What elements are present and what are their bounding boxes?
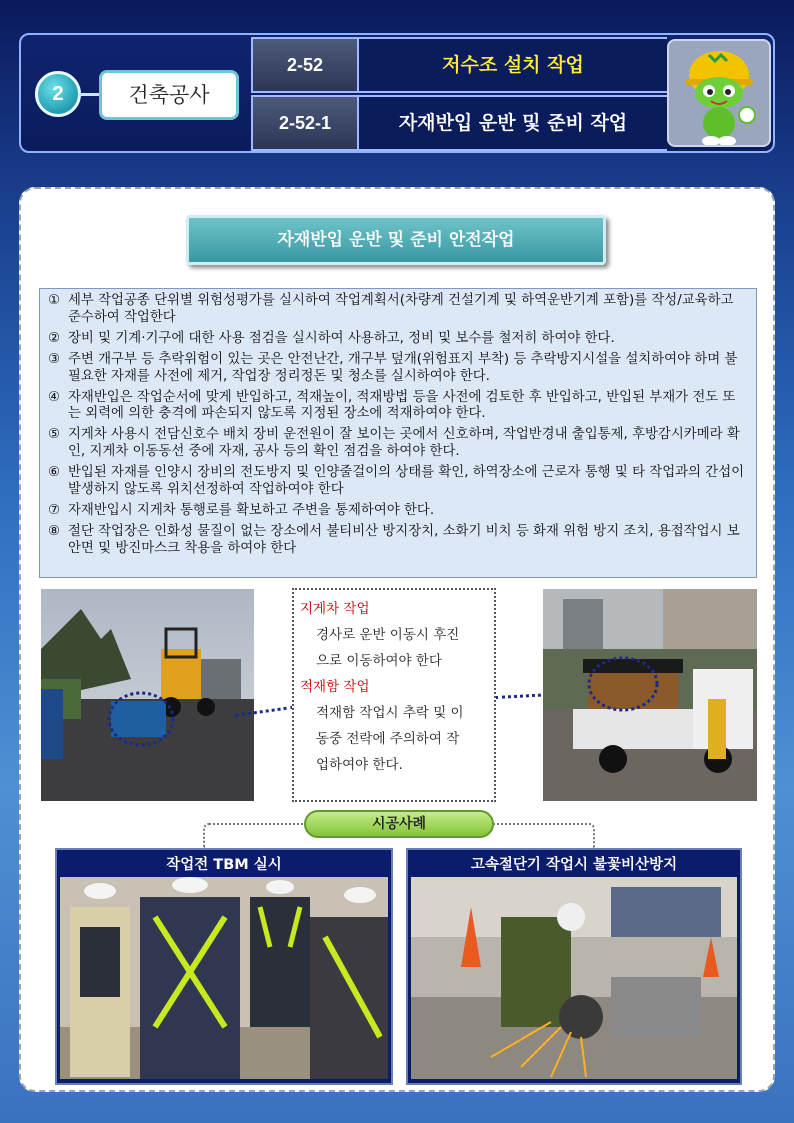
case-right-frame <box>406 848 742 1085</box>
code-main: 2-52 <box>251 37 359 93</box>
rule-item <box>48 390 746 424</box>
case-left-frame <box>55 848 393 1085</box>
case-label: 시공사례 <box>304 810 494 838</box>
rule-text: 자재반입은 작업순서에 맞게 반입하고, 적재높이, 적재방법 등을 사전에 검토한 후 반입하고, 반입된 부재가 전도 또는 외력에 의한 충격에 파손되지 않도록 지정된 장소에 적재하여야 한다. <box>68 389 736 422</box>
rule-item <box>48 465 746 499</box>
rule-item <box>48 503 746 520</box>
rule-text: 세부 작업공종 단위별 위험성평가를 실시하여 작업계획서(차량계 건설기계 및 하역운반기계 포함)를 작성/교육하고 준수하여 작업한다 <box>68 293 734 325</box>
rule-text: 장비 및 기계·기구에 대한 사용 점검을 실시하여 사용하고, 정비 및 보수를 철저히 하여야 한다. <box>68 330 615 346</box>
callout-box <box>292 588 496 802</box>
badge-connector <box>79 93 101 96</box>
chapter-name-box: 건축공사 <box>99 70 239 120</box>
forklift-photo <box>41 589 254 801</box>
chapter-number-badge: 2 <box>35 71 81 117</box>
cutter-photo-illustration <box>411 877 737 1079</box>
rule-number: ⑧ <box>48 523 61 539</box>
case-left-caption: 작업전 TBM 실시 <box>166 857 282 873</box>
section-title: 자재반입 운반 및 준비 안전작업 <box>186 215 606 265</box>
truck-photo-illustration <box>543 589 757 801</box>
rule-number: ⑦ <box>48 502 61 518</box>
title-main: 저수조 설치 작업 <box>359 37 667 93</box>
rule-number: ⑥ <box>48 465 61 481</box>
truck-photo <box>543 589 757 801</box>
rule-text: 주변 개구부 등 추락위험이 있는 곳은 안전난간, 개구부 덮개(위험표지 부착) 등 추락방지시설을 설치하여야 하며 불필요한 자재를 사전에 제거, 작업장 정리정돈 및 청소를 실시하여야 한다. <box>68 351 738 384</box>
callout-text: 적재함 작업시 추락 및 이 <box>316 705 464 721</box>
title-sub: 자재반입 운반 및 준비 작업 <box>359 95 667 151</box>
mascot-image <box>667 39 771 147</box>
callout-text: 경사로 운반 이동시 후진 <box>316 627 460 643</box>
content-panel <box>19 187 775 1092</box>
header-bar <box>19 33 775 153</box>
tbm-photo-illustration <box>60 877 388 1079</box>
rule-number: ④ <box>48 389 61 405</box>
tbm-photo <box>60 877 388 1079</box>
code-sub: 2-52-1 <box>251 95 359 151</box>
rule-number: ⑤ <box>48 427 61 443</box>
rule-number: ① <box>48 293 61 308</box>
safety-rules-box <box>39 288 757 578</box>
forklift-photo-illustration <box>41 589 254 801</box>
case-right-caption: 고속절단기 작업시 불꽃비산방지 <box>470 857 678 873</box>
callout-text: 업하여야 한다. <box>316 757 403 773</box>
callout-title-forklift: 지게차 작업 <box>300 601 370 617</box>
rule-item <box>48 524 746 558</box>
rule-text: 자재반입시 지게차 통행로를 확보하고 주변을 통제하여야 한다. <box>68 502 435 518</box>
rule-item <box>48 352 746 386</box>
callout-text: 동중 전락에 주의하여 작 <box>316 731 460 747</box>
rule-item <box>48 293 746 327</box>
rule-item <box>48 331 746 348</box>
rule-text: 절단 작업장은 인화성 물질이 없는 장소에서 불티비산 방지장치, 소화기 비치 등 화재 위험 방지 조치, 용접작업시 보안면 및 방진마스크 착용을 하여야 한다 <box>68 523 740 556</box>
chapter-block <box>21 35 251 151</box>
callout-text: 으로 이동하여야 한다 <box>316 653 442 669</box>
cutter-photo <box>411 877 737 1079</box>
rule-number: ③ <box>48 351 61 367</box>
rule-number: ② <box>48 330 61 346</box>
mascot-icon <box>669 41 769 145</box>
rule-text: 지게차 사용시 전담신호수 배치 장비 운전원이 잘 보이는 곳에서 신호하며, 작업반경내 출입통제, 후방감시카메라 확인, 지게차 이동동선 중에 자재, 공사 등의 확인 점검을 하여야 한다. <box>68 427 740 460</box>
rule-item <box>48 427 746 461</box>
rule-text: 반입된 자재를 인양시 장비의 전도방지 및 인양줄걸이의 상태를 확인, 하역장소에 근로자 통행 및 타 작업과의 간섭이 발생하지 않도록 위치선정하여 작업하여야 한다 <box>68 465 745 498</box>
callout-title-truckbed: 적재함 작업 <box>300 679 370 695</box>
